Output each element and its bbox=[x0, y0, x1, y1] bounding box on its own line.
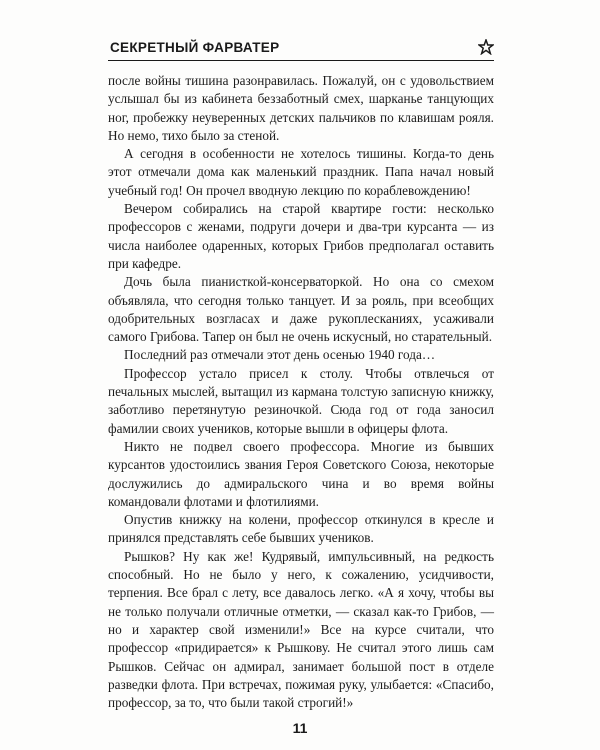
paragraph-3: Вечером собирались на старой квартире гости: несколько профессоров с женами, подруги дочери и два-три курсанта — из числа наиболее одаренных, которых Грибов предполагал оставить при кафедре. bbox=[108, 201, 494, 271]
paragraph-4: Дочь была пианисткой-консерваторкой. Но она со смехом объявляла, что сегодня только танцует. И за рояль, при всеобщих одобрительных возгласах и даже рукоплесканиях, усаживали самого Грибова. Тапер он был не очень искусный, но старательный. bbox=[108, 274, 494, 345]
paragraph-2: А сегодня в особенности не хотелось тишины. Когда-то день этот отмечали дома как маленький праздник. Папа начал новый учебный год! Он прочел вводную лекцию по кораблевождению! bbox=[108, 146, 494, 198]
paragraph-7: Никто не подвел своего профессора. Многие из бывших курсантов удостоились звания Героя Советского Союза, некоторые дослужились до адмиральского чина и во время войны командовали флотами и флотилиями. bbox=[108, 438, 494, 509]
page-number: 11 bbox=[292, 720, 308, 736]
body-text bbox=[108, 72, 494, 712]
paragraph-6: Профессор устало присел к столу. Чтобы отвлечься от печальных мыслей, вытащил из кармана толстую записную книжку, заботливо перетянутую резиночкой. Сюда год от года заносил фамилии своих учеников, которые вышли в офицеры флота. bbox=[108, 365, 494, 436]
star-icon bbox=[478, 39, 494, 55]
header-title: СЕКРЕТНЫЙ ФАРВАТЕР bbox=[110, 40, 280, 55]
paragraph-9: Рышков? Ну как же! Кудрявый, импульсивный, на редкость способный. Но не было у него, к сожалению, усидчивости, терпения. Все брал с лету, все давалось легко. «А я хочу, чтобы вы не только получали отличные отметки, — сказал как-то Грибов, — но и характер свой изменили!» Все на курсе считали, что профессор «придирается» к Рышкову. Не считал этого лишь сам Рышков. Сейчас он адмирал, занимает большой пост в отделе разведки флота. При встречах, пожимая руку, улыбается: «Спасибо, профессор, за то, что были такой строгий!» bbox=[108, 548, 494, 711]
paragraph-8: Опустив книжку на колени, профессор откинулся в кресле и принялся представлять себе бывших учеников. bbox=[108, 512, 494, 546]
paragraph-5: Последний раз отмечали этот день осенью 1940 года… bbox=[124, 347, 436, 363]
paragraph-1: после войны тишина разонравилась. Пожалуй, он с удовольствием услышал бы из кабинета беззаботный смех, шарканье танцующих ног, пробежку неуверенных детских пальчиков по клавишам рояля. Но немо, тихо было за стеной. bbox=[108, 73, 494, 143]
running-header bbox=[108, 38, 494, 61]
